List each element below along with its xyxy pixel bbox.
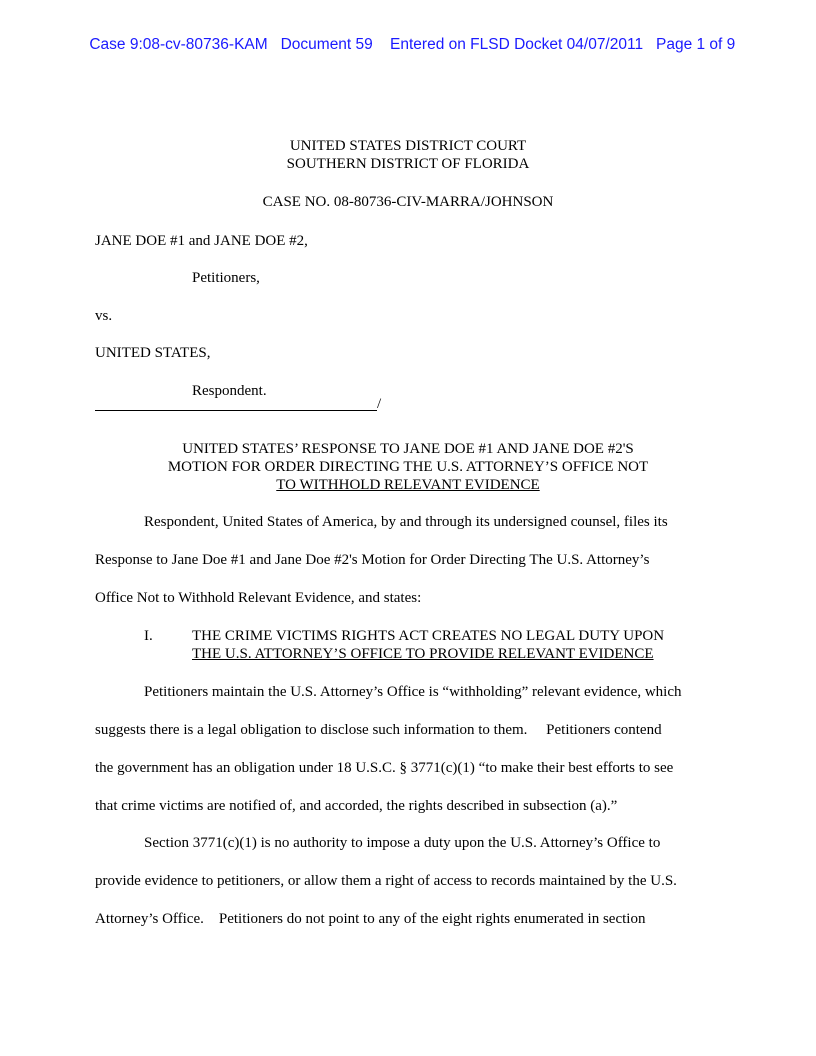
petitioners-names: JANE DOE #1 and JANE DOE #2, (95, 233, 308, 249)
para1-line-2: suggests there is a legal obligation to disclose such information to them. Petitioners contend (95, 722, 662, 738)
header-page: Page 1 of 9 (656, 36, 736, 53)
para2-line-2: provide evidence to petitioners, or allow them a right of access to records maintained by the U.S. (95, 873, 677, 889)
section-number: I. (144, 628, 153, 644)
para1-line-1: Petitioners maintain the U.S. Attorney’s Office is “withholding” relevant evidence, which (144, 684, 682, 700)
caption-separator (95, 396, 382, 414)
court-name-line2: SOUTHERN DISTRICT OF FLORIDA (286, 156, 530, 172)
para2-line-3: Attorney’s Office. Petitioners do not point to any of the eight rights enumerated in section (95, 911, 646, 927)
header-document: Document 59 (280, 36, 373, 53)
intro-line-3: Office Not to Withhold Relevant Evidence, and states: (95, 590, 422, 606)
respondent-name: UNITED STATES, (95, 345, 211, 361)
section-heading-line1: THE CRIME VICTIMS RIGHTS ACT CREATES NO LEGAL DUTY UPON (192, 628, 665, 644)
intro-line-1: Respondent, United States of America, by and through its undersigned counsel, files its (144, 514, 668, 530)
header-entered: Entered on FLSD Docket 04/07/2011 (390, 36, 644, 53)
docket-header (0, 18, 816, 54)
court-name-line1: UNITED STATES DISTRICT COURT (289, 138, 527, 154)
title-line3 (0, 476, 816, 494)
intro-line-2: Response to Jane Doe #1 and Jane Doe #2's Motion for Order Directing The U.S. Attorney’s (95, 552, 650, 568)
title-line2: MOTION FOR ORDER DIRECTING THE U.S. ATTORNEY’S OFFICE NOT (167, 459, 649, 475)
section-heading-line2 (192, 645, 654, 663)
section-heading-line2-text: THE U.S. ATTORNEY’S OFFICE TO PROVIDE RELEVANT EVIDENCE (192, 646, 654, 662)
title-line3-text: TO WITHHOLD RELEVANT EVIDENCE (276, 477, 540, 493)
separator-line (95, 410, 377, 411)
header-case: Case 9:08-cv-80736-KAM (89, 36, 268, 53)
para2-line-1: Section 3771(c)(1) is no authority to impose a duty upon the U.S. Attorney’s Office to (144, 835, 661, 851)
para1-line-3: the government has an obligation under 18 U.S.C. § 3771(c)(1) “to make their best efforts to see (95, 760, 674, 776)
versus: vs. (95, 308, 113, 324)
petitioners-label: Petitioners, (192, 270, 260, 286)
respondent-label: Respondent. (192, 383, 267, 399)
case-number: CASE NO. 08-80736-CIV-MARRA/JOHNSON (262, 194, 554, 210)
para1-line-4: that crime victims are notified of, and accorded, the rights described in subsection (a).” (95, 798, 618, 814)
title-line1: UNITED STATES’ RESPONSE TO JANE DOE #1 AND JANE DOE #2'S (182, 441, 634, 457)
separator-slash: / (377, 396, 382, 412)
